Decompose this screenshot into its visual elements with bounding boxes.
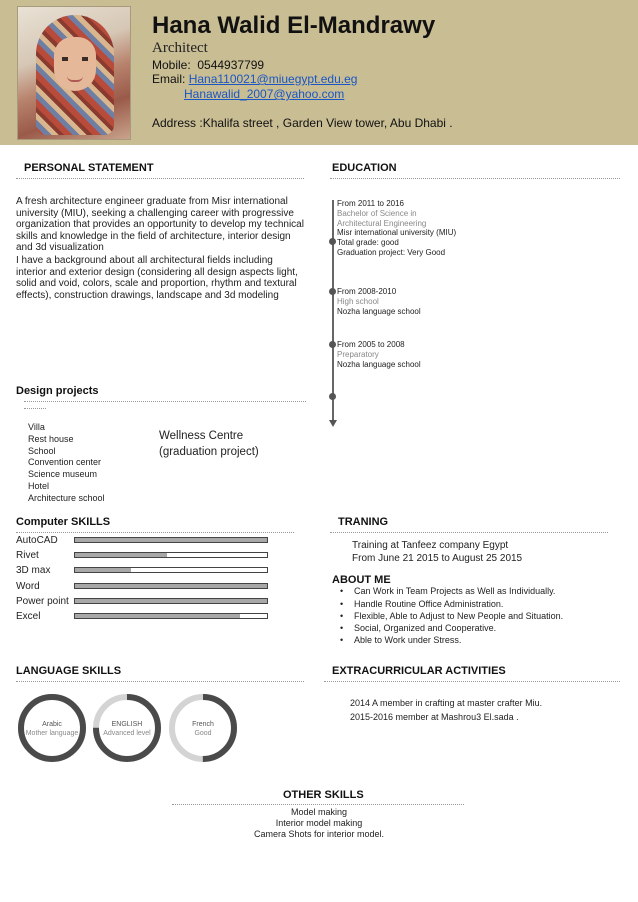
email-line [152,72,357,86]
list-item: Model making [290,807,348,817]
education-period: From 2008-2010 [337,287,397,296]
extracurricular-line: 2014 A member in crafting at master crafter Miu. [350,698,543,708]
bullet-icon: • [340,599,344,609]
list-item: Villa [28,422,45,432]
skill-bar [74,567,268,573]
timeline-dot [329,238,336,245]
divider [330,178,620,179]
computer-skills-title: Computer SKILLS [16,516,111,528]
education-line: Nozha language school [337,306,421,316]
skill-bar-fill [75,584,267,588]
skill-bar-fill [75,553,167,557]
graduation-project-note: (graduation project) [159,446,259,458]
language-label [168,720,238,738]
language-level: Advanced level [103,730,151,737]
about-item-text: Can Work in Team Projects as Well as Individually. [354,586,556,596]
skill-bar [74,598,268,604]
bullet-icon: • [340,611,344,621]
skill-bar [74,583,268,589]
email-label: Email: [152,72,186,86]
divider [24,408,46,409]
skill-bar [74,613,268,619]
bullet-icon: • [340,635,344,645]
about-item [340,599,503,609]
list-item: Hotel [28,480,50,491]
education-entry [337,199,457,258]
language-label [92,720,162,738]
skill-label: Rivet [16,550,39,562]
training-line: Training at Tanfeez company Egypt [352,540,509,551]
graduation-project-name: Wellness Centre [159,430,244,442]
divider [172,804,464,805]
language-name: French [192,721,214,728]
profile-photo [17,6,131,140]
education-period: From 2005 to 2008 [337,340,405,349]
bullet-icon: • [340,623,344,633]
skill-bar-fill [75,568,131,572]
about-item-text: Handle Routine Office Administration. [354,599,504,609]
personal-statement-title: PERSONAL STATEMENT [24,162,154,174]
list-item: Architecture school [28,492,105,503]
skill-bar-fill [75,614,240,618]
skill-label: 3D max [16,565,51,577]
other-skills-list [0,807,638,840]
skill-bar [74,537,268,543]
education-timeline [332,200,334,420]
timeline-dot [329,341,336,348]
divider [16,532,294,533]
skill-label: Power point [16,595,69,607]
graduation-project [159,428,259,460]
education-line: Nozha language school [337,359,421,369]
language-level: Mother language [25,730,79,737]
job-title: Architect [152,40,208,56]
list-item: Convention center [28,457,102,468]
language-name: ENGLISH [111,721,143,728]
list-item: Interior model making [275,818,363,828]
bullet-icon: • [340,586,344,596]
education-line: Graduation project: Very Good [337,247,446,257]
about-item-text: Social, Organized and Cooperative. [354,623,497,633]
education-degree: Bachelor of Science in Architectural Engineering [337,208,427,228]
statement-paragraph-1: A fresh architecture engineer graduate from Misr international university (MIU), seeking a challenging career with progressive organization that provides an opportunity to develop my technical skills and knowledge in the field of architecture, interior design and 3d visualization [16,196,304,254]
skill-bar-fill [75,538,267,542]
about-item [340,623,496,633]
list-item: Science museum [28,469,98,480]
language-name: Arabic [42,721,62,728]
mobile-line [152,58,264,72]
divider [16,681,304,682]
education-line: Total grade: good [337,238,399,248]
email-link-1[interactable]: Hana110021@miuegypt.edu.eg [188,72,358,86]
list-item: School [28,445,56,456]
education-title: EDUCATION [332,162,397,174]
about-item [340,611,563,621]
education-degree: Preparatory [337,349,379,359]
divider [324,681,620,682]
design-projects-title: Design projects [16,385,99,397]
divider [16,178,304,179]
language-label [17,720,87,738]
language-level: Good [194,730,212,737]
about-item [340,635,461,645]
training-line: From June 21 2015 to August 25 2015 [352,553,523,564]
timeline-arrow-icon [329,420,337,427]
other-skills-title: OTHER SKILLS [283,789,364,801]
mobile-label: Mobile: [152,58,191,72]
skill-label: Excel [16,611,41,622]
list-item: Camera Shots for interior model. [253,829,385,839]
about-item [340,586,555,596]
extracurricular-title: EXTRACURRICULAR ACTIVITIES [332,665,506,677]
education-degree: High school [337,296,379,306]
skill-label: Word [16,580,40,592]
email-line-2 [184,87,344,101]
address: Address :Khalifa street , Garden View tower, Abu Dhabi . [152,116,453,130]
email-link-2[interactable]: Hanawalid_2007@yahoo.com [184,87,345,101]
education-line: Misr international university (MIU) [337,228,457,238]
timeline-dot [329,393,336,400]
list-item: Rest house [28,433,74,444]
divider [24,401,306,402]
skill-bar [74,552,268,558]
candidate-name: Hana Walid El-Mandrawy [152,12,436,39]
about-item-text: Able to Work under Stress. [354,635,462,645]
skill-bar-fill [75,599,267,603]
education-period: From 2011 to 2016 [337,199,405,208]
about-title: ABOUT ME [332,574,391,586]
training-title: TRANING [338,516,389,528]
divider [330,532,608,533]
design-projects-list [28,422,105,505]
language-skills-title: LANGUAGE SKILLS [16,665,122,677]
education-entry [337,287,477,316]
skill-label: AutoCAD [16,535,58,546]
mobile-number: 0544937799 [197,58,265,72]
timeline-dot [329,288,336,295]
about-item-text: Flexible, Able to Adjust to New People and Situation. [354,611,564,621]
education-entry [337,340,477,369]
statement-paragraph-2: I have a background about all architectural fields including interior and exterior design (considering all design aspects light, solid and void, colors, scale and proportion, rhythm and textural effects), construction drawings, landscape and 3d modeling [16,255,298,301]
extracurricular-line: 2015-2016 member at Mashrou3 El.sada . [350,712,519,722]
